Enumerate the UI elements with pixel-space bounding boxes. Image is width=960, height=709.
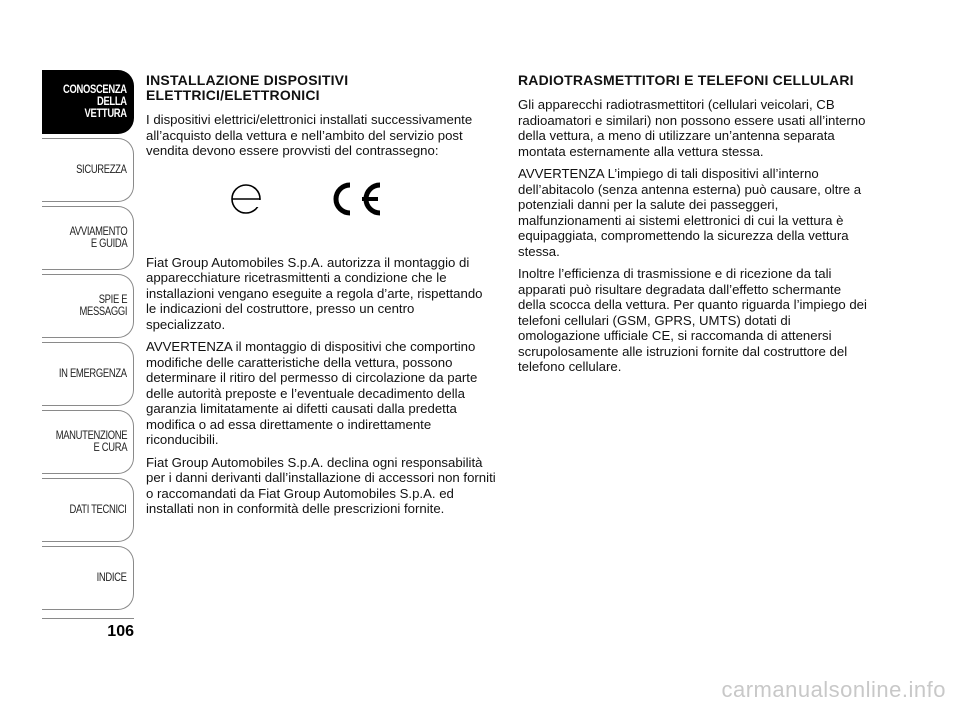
tab-divider bbox=[42, 618, 134, 619]
paragraph: AVVERTENZA L’impiego di tali dispositivi all’interno dell’abitacolo (senza antenna esterna) può causare, oltre a potenziali danni per la salute dei passeggeri, malfunzionamenti ai sistemi elettronici di cui la vettura è equipaggiata, compromettendo la sicurezza della vettura stessa. bbox=[518, 166, 862, 259]
section-heading: RADIOTRASMETTITORI E TELEFONI CELLULARI bbox=[518, 72, 854, 88]
tab-label: MANUTENZIONE E CURA bbox=[55, 430, 127, 454]
tab-label: INDICE bbox=[97, 572, 127, 584]
right-column bbox=[518, 73, 870, 382]
tab-conoscenza-della-vettura[interactable] bbox=[42, 70, 134, 134]
paragraph: Fiat Group Automobiles S.p.A. autorizza il montaggio di apparecchiature ricetrasmittenti a condizione che le installazioni vengano eseguite a regola d’arte, rispettando le indicazioni del costruttore, presso un centro specializzato. bbox=[146, 254, 483, 332]
left-column bbox=[146, 73, 496, 524]
tab-dati-tecnici[interactable] bbox=[42, 478, 134, 542]
paragraph: Gli apparecchi radiotrasmettitori (cellulari veicolari, CB radioamatori e similari) non possono essere usati all’interno della vettura, a meno di utilizzare un’antenna separata montata esternamente alla vettura stessa. bbox=[518, 97, 866, 159]
tab-label: DATI TECNICI bbox=[69, 504, 127, 516]
watermark: carmanualsonline.info bbox=[721, 677, 946, 702]
chapter-tabs bbox=[42, 70, 134, 614]
paragraph: Inoltre l’efficienza di trasmissione e di ricezione da tali apparati può risultare degradata dall’effetto schermante della scocca della vettura. Per quanto riguarda l’impiego dei telefoni cellulari (GSM, GPRS, UMTS) dotati di omologazione ufficiale CE, si raccomanda di attenersi scrupolosamente alle istruzioni fornite dal costruttore del telefono cellulare. bbox=[518, 266, 867, 374]
page-number: 106 bbox=[107, 623, 134, 640]
paragraph: I dispositivi elettrici/elettronici installati successivamente all’acquisto della vettura e nell’ambito del servizio post vendita devono essere provvisti del contrassegno: bbox=[146, 112, 473, 158]
tab-sicurezza[interactable] bbox=[42, 138, 134, 202]
compliance-marks bbox=[146, 169, 496, 241]
paragraph: AVVERTENZA il montaggio di dispositivi che comportino modifiche delle caratteristiche della vettura, possono determinare il ritiro del permesso di circolazione da parte delle autorità preposte e l’eventuale decadimento della garanzia limitatamente ai difetti causati dalla predetta modifica o ad essa direttamente o indirettamente riconducibili. bbox=[146, 339, 478, 447]
section-heading: INSTALLAZIONE DISPOSITIVI ELETTRICI/ELETTRONICI bbox=[146, 72, 349, 103]
tab-label: IN EMERGENZA bbox=[59, 368, 127, 380]
e-mark-icon bbox=[226, 179, 266, 219]
paragraph: Fiat Group Automobiles S.p.A. declina ogni responsabilità per i danni derivanti dall’installazione di accessori non forniti o raccomandati da Fiat Group Automobiles S.p.A. ed installati non in conformità delle prescrizioni fornite. bbox=[146, 454, 496, 516]
tab-label: CONOSCENZA DELLA VETTURA bbox=[63, 84, 127, 120]
tab-label: SICUREZZA bbox=[76, 164, 127, 176]
tab-spie-e-messaggi[interactable] bbox=[42, 274, 134, 338]
tab-manutenzione-e-cura[interactable] bbox=[42, 410, 134, 474]
tab-indice[interactable] bbox=[42, 546, 134, 610]
tab-label: AVVIAMENTO E GUIDA bbox=[69, 226, 127, 250]
ce-mark-icon bbox=[326, 181, 384, 217]
tab-label: SPIE E MESSAGGI bbox=[79, 294, 127, 318]
tab-in-emergenza[interactable] bbox=[42, 342, 134, 406]
tab-avviamento-e-guida[interactable] bbox=[42, 206, 134, 270]
